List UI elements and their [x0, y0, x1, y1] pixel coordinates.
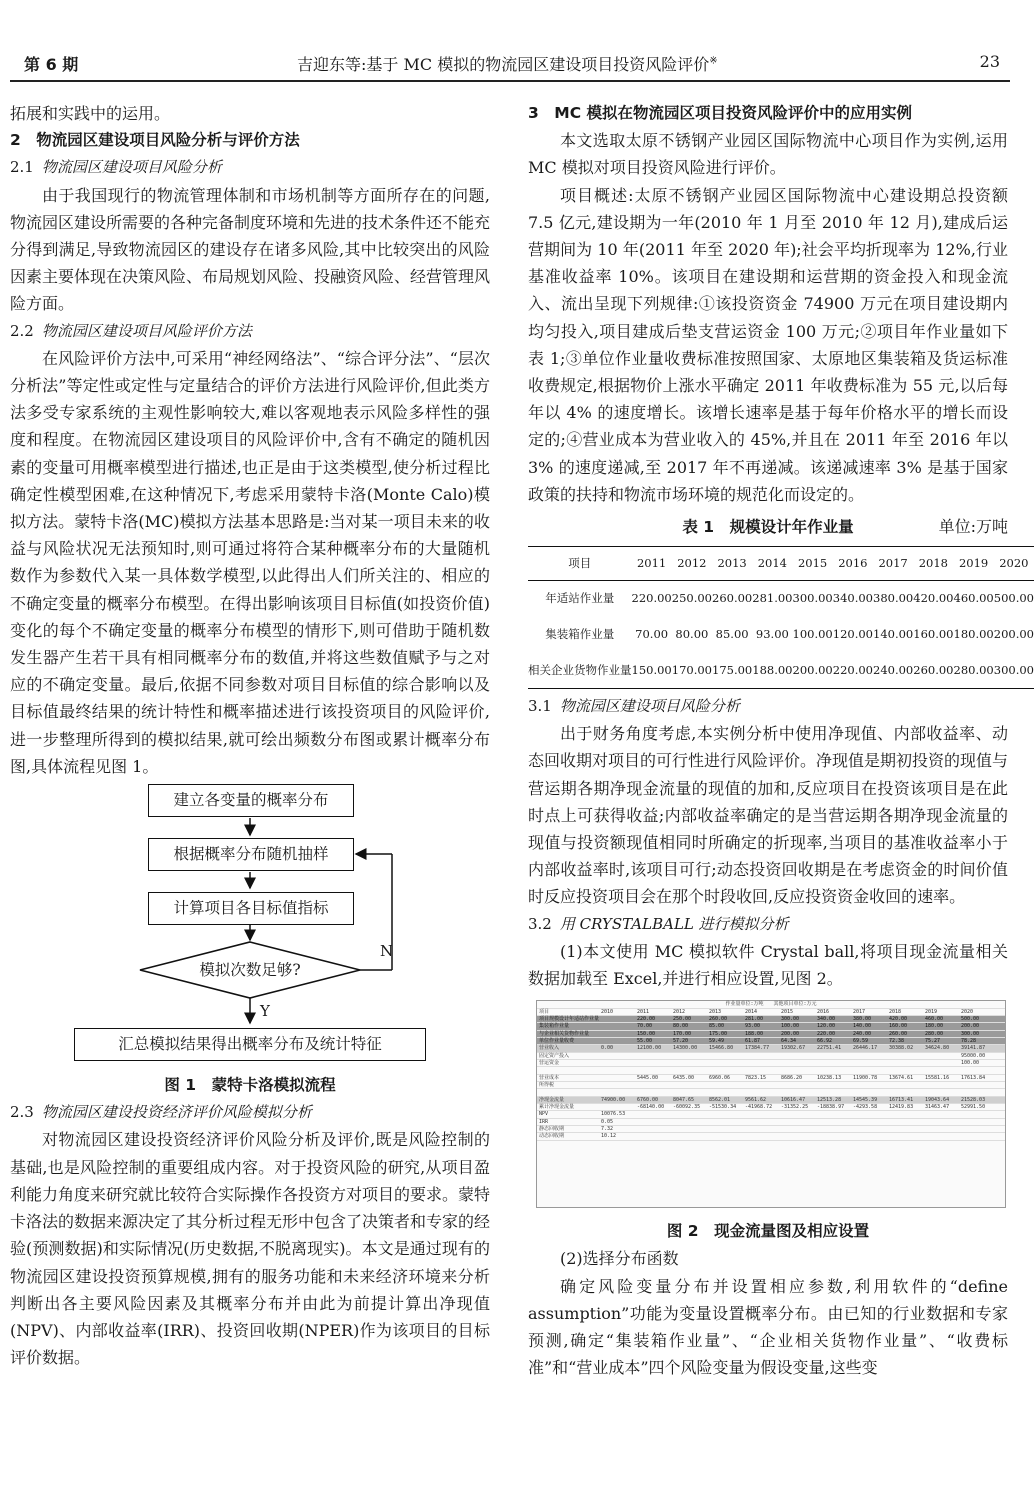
- sheet-row: [537, 1119, 1005, 1126]
- table-row-label: 年适站作业量: [545, 591, 615, 606]
- sheet-cell: 10.12: [601, 1133, 617, 1140]
- paragraph-2-1: 由于我国现行的物流管理体制和市场机制等方面所存在的问题,物流园区建设所需要的各种完备制度环境和先进的技术条件还不能充分得到满足,导致物流园区的建设存在诸多风险,其中比较突出的风险因素主要体现在决策风险、布局规划风险、投融资风险、经营管理风险方面。: [10, 185, 491, 314]
- table-cell: 150.00: [631, 662, 672, 677]
- running-title: [297, 52, 718, 75]
- table-cell: 188.00: [752, 662, 793, 677]
- sheet-cell: 188.00: [745, 1030, 764, 1037]
- sheet-cell: 单位作业量收费: [539, 1038, 575, 1044]
- sheet-cell: 集装箱作业量: [539, 1023, 570, 1030]
- sheet-cell: 10238.13: [817, 1074, 842, 1081]
- section-3-2-title: 用 CRYSTALBALL 进行模拟分析: [559, 914, 789, 933]
- table-1-title: 表 1 规模设计年作业量: [682, 518, 854, 537]
- sheet-cell: -51530.34: [709, 1104, 737, 1111]
- header-rule: [10, 80, 1010, 82]
- table-cell: 120.00: [832, 626, 873, 641]
- sheet-cell: 220.00: [817, 1030, 836, 1037]
- table-header-cell: 2011: [632, 547, 672, 581]
- sheet-cell: 100.00: [961, 1060, 980, 1067]
- sheet-row: [537, 1133, 1005, 1140]
- sheet-row: [537, 1126, 1005, 1133]
- table-cell: 500.00: [993, 591, 1034, 606]
- sheet-row: [537, 1009, 1005, 1016]
- table-cell: 93.00: [755, 626, 789, 641]
- sheet-cell: 所得税: [539, 1082, 555, 1089]
- table-cell: 240.00: [873, 662, 914, 677]
- sheet-cell: 75.27: [925, 1038, 941, 1044]
- sheet-cell: 19302.67: [781, 1045, 806, 1052]
- section-3-1-number: 3.1: [528, 697, 552, 716]
- table-1-title-row: [528, 508, 1008, 546]
- sheet-cell: 180.00: [925, 1023, 944, 1030]
- sheet-cell: 200.00: [781, 1030, 800, 1037]
- sheet-cell: 39141.87: [961, 1045, 986, 1052]
- section-2-2-title: 物流园区建设项目风险评价方法: [41, 321, 252, 340]
- sheet-cell: 70.00: [637, 1023, 653, 1030]
- sheet-cell: 静态回收期: [539, 1126, 565, 1133]
- sheet-row: [537, 1053, 1005, 1060]
- sheet-cell: 8562.01: [709, 1096, 731, 1103]
- sheet-cell: 200.00: [961, 1023, 980, 1030]
- sheet-cell: 55.00: [637, 1038, 653, 1044]
- sheet-cell: 34624.80: [925, 1045, 950, 1052]
- sheet-row: [537, 1104, 1005, 1111]
- sheet-cell: 61.87: [745, 1038, 761, 1044]
- sheet-cell: 95000.00: [961, 1052, 986, 1059]
- table-header-cell: 项目: [528, 547, 632, 581]
- sheet-cell: 31463.47: [925, 1104, 950, 1111]
- sheet-cell: 15581.16: [925, 1074, 950, 1081]
- figure-1-caption: 图 1 蒙特卡洛模拟流程: [164, 1076, 336, 1095]
- section-3-2-heading: [528, 911, 1008, 938]
- section-3-1-heading: [528, 693, 1008, 720]
- table-cell: 281.00: [752, 591, 793, 606]
- sheet-cell: 累计净现金流量: [539, 1104, 575, 1111]
- sheet-cell: 16713.41: [889, 1096, 914, 1103]
- sheet-cell: IRR: [539, 1118, 549, 1125]
- table-header-cell: 2018: [913, 547, 953, 581]
- sheet-cell: 14545.39: [853, 1096, 878, 1103]
- sheet-cell: 21528.03: [961, 1096, 986, 1103]
- flow-step-compute: 计算项目各目标值指标: [148, 892, 354, 925]
- sheet-cell: 2011: [637, 1008, 650, 1015]
- running-title-text: 吉迎东等:基于 MC 模拟的物流园区建设项目投资风险评价: [297, 55, 710, 74]
- sheet-cell: 15466.80: [709, 1045, 734, 1052]
- sheet-cell: 19043.64: [925, 1096, 950, 1103]
- sheet-cell: 固定资产投入: [539, 1052, 570, 1059]
- sheet-cell: 2020: [961, 1008, 974, 1015]
- sheet-cell: 2017: [853, 1008, 866, 1015]
- table-cell: 260.00: [712, 591, 753, 606]
- sheet-cell: 11900.78: [853, 1074, 878, 1081]
- sheet-cell: 85.00: [709, 1023, 725, 1030]
- table-cell: 140.00: [873, 626, 914, 641]
- sheet-cell: 8047.65: [673, 1096, 695, 1103]
- sheet-cell: -18838.97: [817, 1104, 845, 1111]
- sheet-cell: 80.00: [673, 1023, 689, 1030]
- sheet-cell: 17613.84: [961, 1074, 986, 1081]
- sheet-cell: 2016: [817, 1008, 830, 1015]
- sheet-cell: 260.00: [709, 1015, 728, 1022]
- flowchart-connectors: [10, 780, 490, 1070]
- table-cell: 460.00: [953, 591, 994, 606]
- section-2-1-number: 2.1: [10, 158, 34, 177]
- sheet-cell: 7823.15: [745, 1074, 767, 1081]
- figure-2-caption: 图 2 现金流量图及相应设置: [666, 1222, 870, 1241]
- sheet-cell: 2014: [745, 1008, 758, 1015]
- paragraph-2-3: 对物流园区建设投资经济评价风险分析及评价,既是风险控制的基础,也是风险控制的重要组成内容。对于投资风险的研究,从项目盈利能力角度来研究就比较符合实际操作各投资方对项目的要求。蒙特卡洛法的数据来源决定了其分析过程无形中包含了决策者和专家的经验(预测数据)和实际情况(历史数据,不脱离现实)。本文是通过现有的物流园区建设投资预算规模,拥有的服务功能和未来经济环境来分析判断出各主要风险因素及其概率分布并由此为前提计算出净现值(NPV)、内部收益率(IRR)、投资回收期(NPER)作为该项目的目标评价数据。: [10, 1130, 491, 1368]
- flow-step-summary: 汇总模拟结果得出概率分布及统计特征: [74, 1028, 426, 1061]
- sheet-cell: -68140.00: [637, 1104, 665, 1111]
- sheet-cell: 10616.47: [781, 1096, 806, 1103]
- sheet-cell: 14300.00: [673, 1045, 698, 1052]
- sheet-cell: 250.00: [673, 1015, 692, 1022]
- sheet-cell: 175.00: [709, 1030, 728, 1037]
- sheet-row: [537, 1060, 1005, 1067]
- table-cell: 300.00: [993, 662, 1034, 677]
- sheet-row-blank: [537, 1089, 1005, 1096]
- sheet-cell: 2012: [673, 1008, 686, 1015]
- sheet-cell: 420.00: [889, 1015, 908, 1022]
- table-1-unit: 单位:万吨: [938, 517, 1008, 537]
- table-cell: 170.00: [671, 662, 712, 677]
- paragraph-3-2-distribution: 确定风险变量分布并设置相应参数,利用软件的“define assumption”功能为变量设置概率分布。由已知的行业数据和专家预测,确定“集装箱作业量”、“企业相关货物作业量”、“收费标准”和“营业成本”四个风险变量为假设变量,这些变: [528, 1276, 1008, 1378]
- table-row: [528, 617, 1034, 653]
- table-cell: 420.00: [913, 591, 954, 606]
- table-header-cell: 2013: [712, 547, 752, 581]
- sheet-cell: 2013: [709, 1008, 722, 1015]
- sheet-cell: 12100.00: [637, 1045, 662, 1052]
- sheet-cell: 300.00: [781, 1015, 800, 1022]
- sheet-cell: 营运资金: [539, 1060, 560, 1067]
- sheet-cell: 6760.00: [637, 1096, 659, 1103]
- sheet-cell: 5445.00: [637, 1074, 659, 1081]
- section-2-2-heading: [10, 318, 490, 345]
- section-3-heading: 3 MC 模拟在物流园区项目投资风险评价中的应用实例: [528, 104, 912, 122]
- sheet-cell: 22751.41: [817, 1045, 842, 1052]
- sheet-cell: 150.00: [637, 1030, 656, 1037]
- paragraph-3-2-sub: (2)选择分布函数: [560, 1249, 679, 1269]
- paragraph-3-intro: 本文选取太原不锈钢产业园区国际物流中心项目作为实例,运用 MC 模拟对项目投资风险进行评价。: [528, 131, 1008, 178]
- sheet-top-note: 作业量单位:万吨 其他项目单位:万元: [537, 1001, 1005, 1008]
- sheet-cell: 59.49: [709, 1038, 725, 1044]
- table-cell: 380.00: [873, 591, 914, 606]
- table-row: [528, 653, 1034, 689]
- section-2-2-number: 2.2: [10, 321, 34, 340]
- table-cell: 70.00: [635, 626, 669, 641]
- sheet-cell: 2010: [601, 1008, 614, 1015]
- section-3-2-number: 3.2: [528, 914, 552, 933]
- sheet-cell: 9561.62: [745, 1096, 767, 1103]
- footnote-mark: ※: [709, 55, 718, 67]
- flow-step-distributions: 建立各变量的概率分布: [148, 784, 354, 817]
- sheet-row: [537, 1023, 1005, 1030]
- table-header-cell: 2020: [994, 547, 1034, 581]
- table-cell: 220.00: [631, 591, 672, 606]
- sheet-cell: -41968.72: [745, 1104, 773, 1111]
- table-row-label: 集装箱作业量: [545, 626, 615, 641]
- flow-decision-label: 模拟次数足够?: [199, 961, 301, 980]
- sheet-cell: 13674.61: [889, 1074, 914, 1081]
- sheet-cell: 69.59: [853, 1038, 869, 1044]
- sheet-cell: -60092.35: [673, 1104, 701, 1111]
- figure-1-flowchart: [10, 780, 490, 1070]
- sheet-cell: 460.00: [925, 1015, 944, 1022]
- table-header-cell: 2017: [873, 547, 913, 581]
- left-column: [10, 100, 490, 1371]
- table-cell: 200.00: [993, 626, 1034, 641]
- table-header-cell: 2012: [672, 547, 712, 581]
- section-3-1-title: 物流园区建设项目风险分析: [559, 697, 740, 716]
- sheet-cell: 220.00: [637, 1015, 656, 1022]
- sheet-row: [537, 1031, 1005, 1038]
- sheet-cell: 项目规模设计年适站作业量: [539, 1015, 600, 1022]
- table-1: [528, 546, 1034, 689]
- sheet-cell: -4293.58: [853, 1104, 878, 1111]
- sheet-cell: 0.00: [601, 1045, 614, 1052]
- sheet-cell: 93.00: [745, 1023, 761, 1030]
- sheet-cell: 78.28: [961, 1038, 977, 1044]
- sheet-cell: 57.20: [673, 1038, 689, 1044]
- sheet-cell: 280.00: [925, 1030, 944, 1037]
- sheet-cell: 6960.06: [709, 1074, 731, 1081]
- sheet-row: [537, 1038, 1005, 1045]
- sheet-cell: 8686.20: [781, 1074, 803, 1081]
- table-cell: 200.00: [792, 662, 833, 677]
- flow-no-label: N: [380, 942, 394, 961]
- sheet-cell: 12513.28: [817, 1096, 842, 1103]
- sheet-cell: 与企业相关货物作业量: [539, 1030, 590, 1037]
- sheet-row: [537, 1075, 1005, 1082]
- sheet-cell: 140.00: [853, 1023, 872, 1030]
- table-header-row: [528, 547, 1034, 581]
- sheet-cell: 64.34: [781, 1038, 797, 1044]
- sheet-cell: 项目: [539, 1008, 550, 1015]
- sheet-cell: 17384.77: [745, 1045, 770, 1052]
- issue-label: 第 6 期: [24, 55, 79, 74]
- section-2-1-title: 物流园区建设项目风险分析: [41, 158, 222, 177]
- sheet-cell: NPV: [539, 1111, 549, 1118]
- sheet-cell: 170.00: [673, 1030, 692, 1037]
- table-cell: 180.00: [953, 626, 994, 641]
- sheet-cell: 52991.50: [961, 1104, 986, 1111]
- running-header: [10, 52, 1010, 78]
- sheet-cell: 340.00: [817, 1015, 836, 1022]
- sheet-cell: 营业收入: [539, 1045, 560, 1052]
- sheet-cell: 2015: [781, 1008, 794, 1015]
- table-cell: 160.00: [913, 626, 954, 641]
- table-cell: 100.00: [792, 626, 833, 641]
- paragraph-3-overview: 项目概述:太原不锈钢产业园区国际物流中心建设期总投资额 7.5 亿元,建设期为一年(2010 年 1 月至 2010 年 12 月),建成后运营期间为 10 年(2011 年至 2020 年);社会平均折现率为 12%,行业基准收益率 10%。该项目在建设期和运营期的资金投入和现金流入、流出呈现下列规律:①该投资资金 74900 万元在项目建设期内均匀投入,项目建成后垫支营运资金 100 万元;②项目年作业量如下表 1;③单位作业量收费标准按照国家、太原地区集装箱及货运标准收费规定,根据物价上涨水平确定 2011 年收费标准为 55 元,以后每年以 4% 的速度增长。该增长速率是基于每年价格水平的增长而设定的;④营业成本为营业收入的 45%,并且在 2011 年至 2016 年以 3% 的速度递减,至 2017 年不再递减。该递减速率 3% 是基于国家政策的扶持和物流市场环境的规范化而设定的。: [528, 185, 1008, 504]
- sheet-cell: 74900.00: [601, 1096, 626, 1103]
- table-row: [528, 581, 1034, 617]
- flow-step-sampling: 根据概率分布随机抽样: [148, 838, 354, 871]
- sheet-cell: 300.00: [961, 1030, 980, 1037]
- table-header-cell: 2019: [954, 547, 994, 581]
- table-cell: 300.00: [792, 591, 833, 606]
- sheet-cell: 6435.00: [673, 1074, 695, 1081]
- table-header-cell: 2014: [752, 547, 792, 581]
- sheet-cell: 10076.53: [601, 1111, 626, 1118]
- table-cell: 85.00: [715, 626, 749, 641]
- table-cell: 280.00: [953, 662, 994, 677]
- table-header-cell: 2015: [793, 547, 833, 581]
- sheet-cell: 0.05: [601, 1118, 614, 1125]
- sheet-cell: 240.00: [853, 1030, 872, 1037]
- section-2-3-title: 物流园区建设投资经济评价风险模拟分析: [41, 1103, 312, 1122]
- sheet-cell: 66.92: [817, 1038, 833, 1044]
- sheet-cell: 26446.17: [853, 1045, 878, 1052]
- sheet-cell: 160.00: [889, 1023, 908, 1030]
- sheet-cell: 12419.83: [889, 1104, 914, 1111]
- paragraph-3-1: 出于财务角度考虑,本实例分析中使用净现值、内部收益率、动态回收期对项目的可行性进行风险评价。净现值是期初投资的现值与营运期各期净现金流量的现值的加和,反应项目在投资该项目是在此时点上可获得收益;内部收益率确定的是当营运期各期净现金流量的现值与投资额现值相同时所确定的折现率,当项目的基准收益率小于内部收益率时,该项目可行;动态投资回收期是在考虑资金的时间价值时反应投资项目会在那个时段收回,反应投资资金收回的速率。: [528, 724, 1009, 907]
- paragraph-2-2: 在风险评价方法中,可采用“神经网络法”、“综合评分法”、“层次分析法”等定性或定性与定量结合的评价方法进行风险评价,但此类方法多受专家系统的主观性影响较大,难以客观地表示风险多样性的强度和程度。在物流园区建设项目的风险评价中,含有不确定的随机因素的变量可用概率模型进行描述,也正是由于这类模型,使分析过程比确定性模型困难,在这种情况下,考虑采用蒙特卡洛(Monte Calo)模拟方法。蒙特卡洛(MC)模拟方法基本思路是:当对某一项目未来的收益与风险状况无法预知时,则可通过将符合某种概率分布的大量随机数作为参数代入某一具体数学模型,以此得出人们所关注的、相应的不确定变量的概率分布模型。在得出影响该项目目标值(如投资价值)变化的每个不确定变量的概率分布模型的情形下,则可借助于随机数发生器产生若干具有相同概率分布的数值,并将这些数值赋予与之对应的不确定变量。最后,依据不同参数对项目目标值的综合影响以及目标值最终结果的统计特性和概率描述进行该投资项目的风险评价,进一步整理所得到的模拟结果,就可绘出频数分布图或累计概率分布图,具体流程见图 1。: [10, 348, 490, 776]
- table-cell: 220.00: [832, 662, 873, 677]
- sheet-cell: 2019: [925, 1008, 938, 1015]
- section-2-3-number: 2.3: [10, 1103, 34, 1122]
- table-cell: 260.00: [913, 662, 954, 677]
- sheet-cell: 260.00: [889, 1030, 908, 1037]
- sheet-row: [537, 1016, 1005, 1023]
- figure-2-spreadsheet: [536, 1000, 1006, 1208]
- sheet-cell: 7.32: [601, 1126, 614, 1133]
- sheet-cell: 动态回收期: [539, 1133, 565, 1140]
- sheet-cell: 30388.02: [889, 1045, 914, 1052]
- page-number: 23: [979, 52, 1000, 71]
- table-cell: 80.00: [675, 626, 709, 641]
- sheet-cell: 72.38: [889, 1038, 905, 1044]
- table-cell: 175.00: [712, 662, 753, 677]
- section-2-3-heading: [10, 1099, 490, 1126]
- sheet-cell: 380.00: [853, 1015, 872, 1022]
- paragraph-3-2: (1)本文使用 MC 模拟软件 Crystal ball,将项目现金流量相关数据加载至 Excel,并进行相应设置,见图 2。: [528, 941, 1008, 989]
- sheet-cell: 2018: [889, 1008, 902, 1015]
- sheet-cell: 500.00: [961, 1015, 980, 1022]
- table-cell: 340.00: [832, 591, 873, 606]
- section-2-1-heading: [10, 154, 490, 181]
- sheet-row: [537, 1045, 1005, 1052]
- sheet-cell: 281.00: [745, 1015, 764, 1022]
- sheet-cell: -31352.25: [781, 1104, 809, 1111]
- section-2-heading: 2 物流园区建设项目风险分析与评价方法: [10, 131, 300, 150]
- sheet-cell: 净现金流量: [539, 1096, 565, 1103]
- sheet-cell: 120.00: [817, 1023, 836, 1030]
- sheet-row-blank: [537, 1067, 1005, 1074]
- sheet-row: [537, 1082, 1005, 1089]
- flow-yes-label: Y: [260, 1002, 270, 1021]
- table-cell: 250.00: [671, 591, 712, 606]
- paragraph-continued: 拓展和实践中的运用。: [10, 104, 171, 123]
- sheet-row: [537, 1111, 1005, 1118]
- sheet-cell: 营业成本: [539, 1074, 560, 1081]
- sheet-row: [537, 1097, 1005, 1104]
- sheet-cell: 100.00: [781, 1023, 800, 1030]
- right-column: [528, 100, 1034, 1382]
- table-header-cell: 2016: [833, 547, 873, 581]
- table-row-label: 相关企业货物作业量: [528, 662, 632, 677]
